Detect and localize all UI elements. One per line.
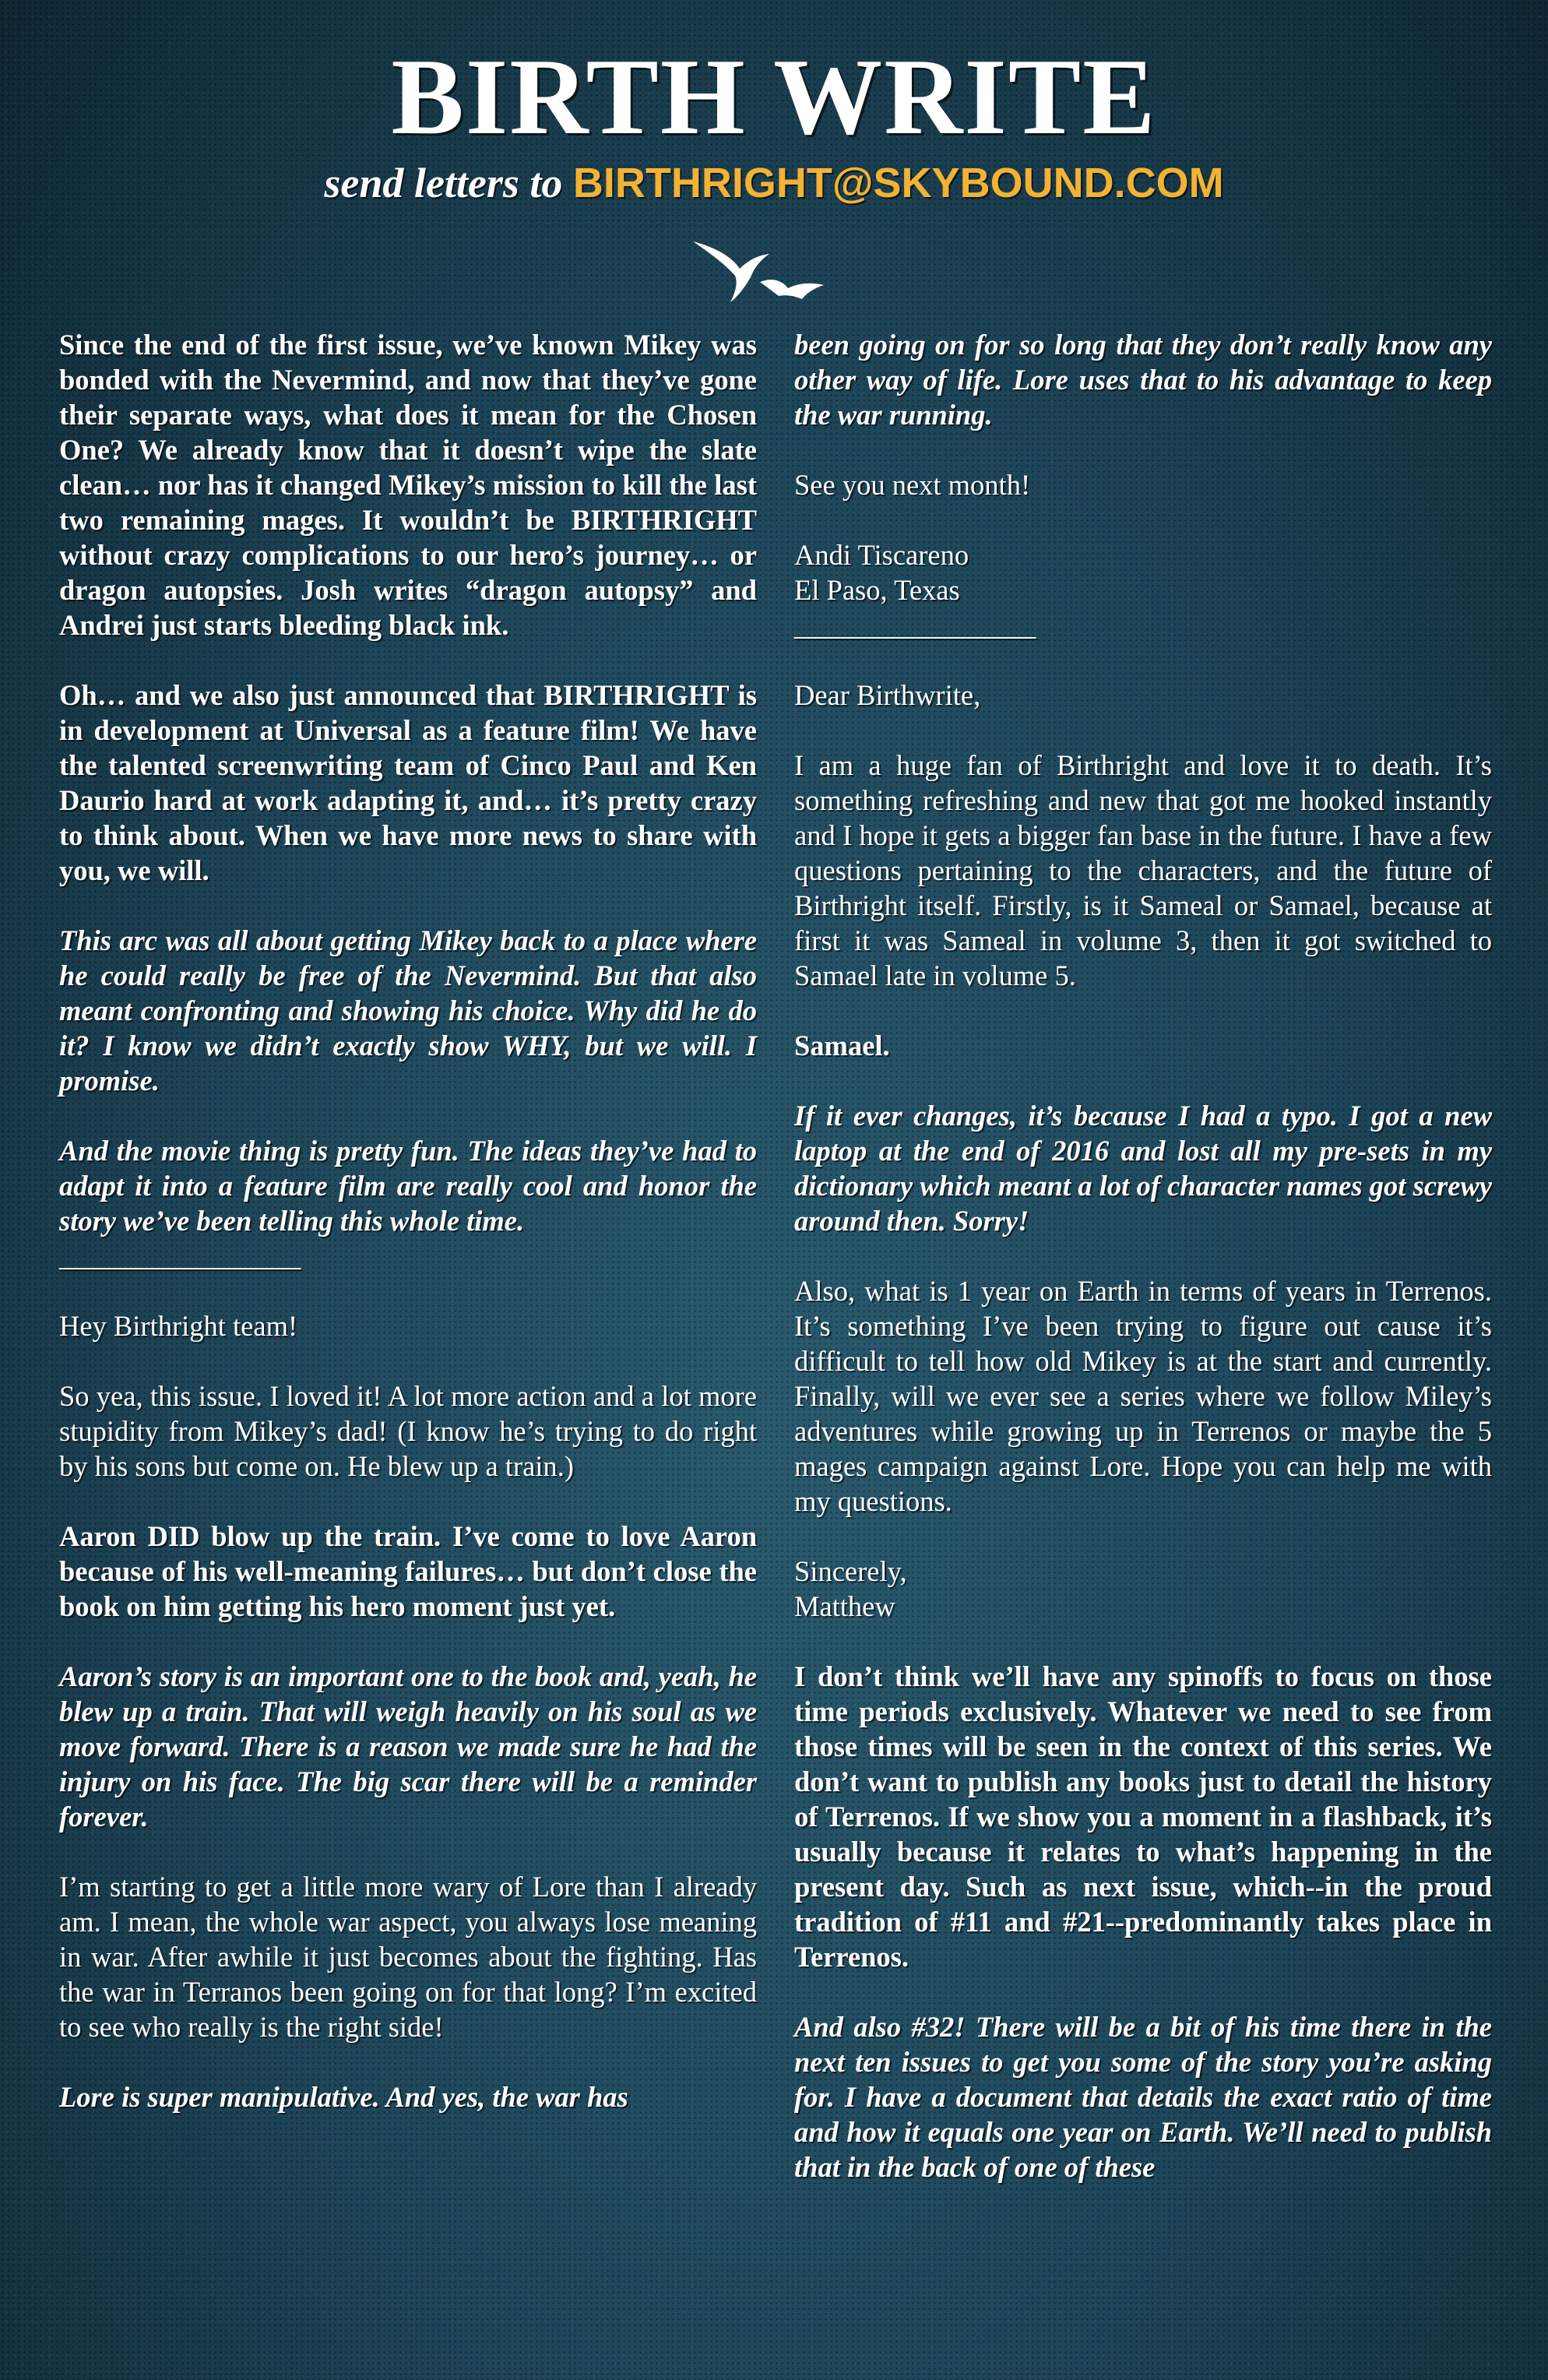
- editor-response: I don’t think we’ll have any spinoffs to focus on those time periods exclusively. Whatever we need to see from those times will be seen in the context of this series. We don’t want to publish any books just to detail the history of Terrenos. If we show you a moment in a flashback, it’s usually because it relates to what’s happening in the present day. Such as next issue, which--in the proud tradition of #11 and #21--predominantly takes place in Terrenos.: [794, 1660, 1492, 1973]
- letter-paragraph: So yea, this issue. I loved it! A lot more action and a lot more stupidity from Mikey’s dad! (I know he’s trying to do right by his sons but come on. He blew up a train.): [59, 1380, 757, 1482]
- editor-response: been going on for so long that they don’t really know any other way of life. Lore uses that to his advantage to keep the war running.: [794, 329, 1492, 431]
- flying-birds-icon: [685, 226, 880, 312]
- editor-response: Aaron DID blow up the train. I’ve come to love Aaron because of his well-meaning failures… but don’t close the book on him getting his hero moment just yet.: [59, 1520, 757, 1622]
- letter-paragraph: I am a huge fan of Birthright and love it to death. It’s something refreshing and new that got me hooked instantly and I hope it gets a bigger fan base in the future. I have a few questions pertaining to the characters, and the future of Birthright itself. Firstly, is it Sameal or Samael, because at first it was Sameal in volume 3, then it got switched to Samael late in volume 5.: [794, 749, 1492, 991]
- divider: _________________: [794, 609, 1036, 641]
- letter-greeting: Hey Birthright team!: [59, 1310, 298, 1342]
- letter-closing: See you next month!: [794, 469, 1031, 501]
- right-column: [794, 327, 1492, 2220]
- page-title: BIRTH WRITE: [391, 37, 1157, 157]
- letter-signature: Matthew: [794, 1590, 895, 1622]
- email-link[interactable]: BIRTHRIGHT@SKYBOUND.COM: [572, 160, 1224, 206]
- subtitle: [0, 156, 1548, 210]
- editor-response: And the movie thing is pretty fun. The ideas they’ve had to adapt it into a feature film are really cool and honor the story we’ve been telling this whole time.: [59, 1135, 757, 1237]
- editor-response: And also #32! There will be a bit of his time there in the next ten issues to get you some of the story you’re asking for. I have a document that details the exact ratio of time and how it equals one year on Earth. We’ll need to publish that in the back of one of these: [794, 2011, 1492, 2183]
- letter-greeting: Dear Birthwrite,: [794, 679, 981, 711]
- editor-response: Since the end of the first issue, we’ve known Mikey was bonded with the Nevermind, and now that they’ve gone their separate ways, what does it mean for the Chosen One? We already know that it doesn’t wipe the slate clean… nor has it changed Mikey’s mission to kill the last two remaining mages. It wouldn’t be BIRTHRIGHT without crazy complications to our hero’s journey… or dragon autopsies. Josh writes “dragon autopsy” and Andrei just starts bleeding black ink.: [59, 329, 757, 641]
- editor-response: Oh… and we also just announced that BIRTHRIGHT is in development at Universal as a feature film! We have the talented screenwriting team of Cinco Paul and Ken Daurio hard at work adapting it, and… it’s pretty crazy to think about. When we have more news to share with you, we will.: [59, 679, 757, 886]
- letter-location: El Paso, Texas: [794, 574, 960, 606]
- divider: _________________: [59, 1240, 301, 1272]
- letter-closing: Sincerely,: [794, 1555, 907, 1587]
- subtitle-intro: send letters to: [324, 160, 563, 206]
- letter-signature: Andi Tiscareno: [794, 539, 969, 571]
- left-column: [59, 327, 757, 2149]
- editor-response: This arc was all about getting Mikey back to a place where he could really be free of the Nevermind. But that also meant confronting and showing his choice. Why did he do it? I know we didn’t exactly show WHY, but we will. I promise.: [59, 924, 757, 1097]
- editor-response: Lore is super manipulative. And yes, the war has: [59, 2081, 628, 2113]
- letter-paragraph: Also, what is 1 year on Earth in terms of years in Terrenos. It’s something I’ve been trying to figure out cause it’s difficult to tell how old Mikey is at the start and currently. Finally, will we ever see a series where we follow Miley’s adventures while growing up in Terrenos or maybe the 5 mages campaign against Lore. Hope you can help me with my questions.: [794, 1275, 1492, 1517]
- editor-response: Aaron’s story is an important one to the book and, yeah, he blew up a train. That will weigh heavily on his soul as we move forward. There is a reason we made sure he had the injury on his face. The big scar there will be a reminder forever.: [59, 1660, 757, 1833]
- editor-response: Samael.: [794, 1030, 890, 1061]
- letter-paragraph: I’m starting to get a little more wary of Lore than I already am. I mean, the whole war aspect, you always lose meaning in war. After awhile it just becomes about the fighting. Has the war in Terranos been going on for that long? I’m excited to see who really is the right side!: [59, 1871, 757, 2043]
- editor-response: If it ever changes, it’s because I had a typo. I got a new laptop at the end of 2016 and lost all my pre-sets in my dictionary which meant a lot of character names got screwy around then. Sorry!: [794, 1100, 1492, 1237]
